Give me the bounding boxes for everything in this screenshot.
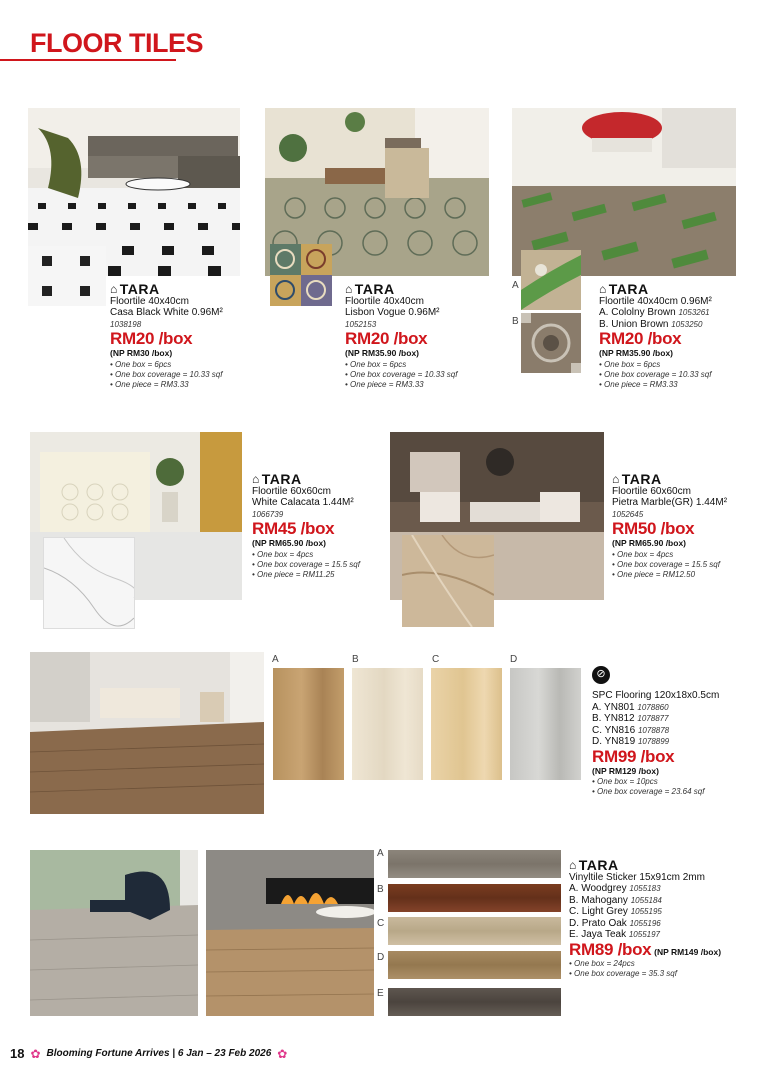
tara-logo: ⌂ TARA	[599, 281, 649, 297]
product-name: Floortile 60x60cm	[252, 485, 331, 497]
bullet: • One piece = RM12.50	[612, 569, 696, 579]
tara-logo: ⌂ TARA	[110, 281, 160, 297]
product-variant: B. Union Brown 1053250	[599, 318, 703, 330]
house-icon: ⌂	[110, 282, 118, 296]
product-calacata-info	[252, 471, 382, 580]
product-price: RM20 /box	[345, 329, 428, 348]
product-sku: 1038198	[110, 319, 142, 329]
vinyl-lounge-photo	[30, 850, 198, 1016]
product-price: RM50 /box	[612, 519, 695, 538]
product-variant: D. Prato Oak 1055196	[569, 917, 661, 929]
product-name: Floortile 40x40cm	[110, 295, 189, 307]
spc-yn816-swatch	[431, 668, 502, 780]
product-lisbon-info	[345, 281, 495, 390]
product-variant: B. Mahogany 1055184	[569, 894, 662, 906]
product-sku: 1052645	[612, 509, 644, 519]
bullet: • One box coverage = 10.33 sqf	[599, 369, 712, 379]
house-icon: ⌂	[345, 282, 353, 296]
bullet: • One box coverage = 35.3 sqf	[569, 968, 677, 978]
bullet: • One box = 4pcs	[612, 549, 674, 559]
product-pietra-info	[612, 471, 752, 580]
bullet: • One box coverage = 15.5 sqf	[252, 559, 360, 569]
house-icon: ⌂	[252, 472, 260, 486]
bullet: • One box = 24pcs	[569, 958, 635, 968]
product-name: SPC Flooring 120x18x0.5cm	[592, 690, 720, 701]
swatch-letter: C	[432, 654, 440, 665]
spc-yn801-swatch	[273, 668, 344, 780]
lisbon-tile-sample	[270, 244, 332, 306]
house-icon: ⌂	[599, 282, 607, 296]
vinyl-mahogany-swatch	[388, 884, 561, 912]
vinyl-woodgrey-swatch	[388, 850, 561, 878]
bullet: • One box = 10pcs	[592, 777, 658, 786]
swatch-letter: A	[377, 848, 384, 859]
product-variant: Lisbon Vogue 0.96M²	[345, 307, 440, 318]
product-brown-info	[599, 281, 749, 390]
bullet: • One piece = RM11.25	[252, 569, 335, 579]
union-brown-swatch	[521, 313, 581, 373]
tara-logo: ⌂ TARA	[345, 281, 395, 297]
product-name: Floortile 60x60cm	[612, 485, 691, 497]
house-icon: ⌂	[569, 858, 577, 872]
flower-icon: ✿	[277, 1046, 288, 1061]
spc-room-photo	[30, 652, 264, 814]
footer-text: Blooming Fortune Arrives | 6 Jan – 23 Feb 2026	[46, 1048, 272, 1059]
footer	[10, 1046, 287, 1061]
spc-yn812-swatch	[352, 668, 423, 780]
cololny-brown-swatch	[521, 250, 581, 310]
product-variant: White Calacata 1.44M²	[252, 497, 354, 508]
calacata-tile-sample	[43, 537, 135, 629]
product-variant: A. YN801 1078860	[592, 701, 669, 713]
bullet: • One box coverage = 15.5 sqf	[612, 559, 720, 569]
swatch-letter: D	[510, 654, 518, 665]
product-variant: C. YN816 1078878	[592, 724, 670, 736]
product-variant: D. YN819 1078899	[592, 736, 670, 747]
bullet: • One piece = RM3.33	[110, 379, 189, 389]
product-variant: A. Cololny Brown 1053261	[599, 307, 710, 318]
product-price: RM45 /box	[252, 519, 335, 538]
normal-price: (NP RM149 /box)	[654, 946, 722, 957]
vinyl-fireplace-photo	[206, 850, 374, 1016]
tara-logo: ⌂ TARA	[252, 471, 302, 487]
bullet: • One box coverage = 10.33 sqf	[345, 369, 458, 379]
product-variant: Pietra Marble(GR) 1.44M²	[612, 497, 728, 508]
bullet: • One piece = RM3.33	[345, 379, 424, 389]
product-price: RM20 /box	[110, 329, 193, 348]
swatch-letter: D	[377, 952, 385, 963]
swatch-letter: B	[512, 316, 519, 327]
normal-price: (NP RM65.90 /box)	[612, 538, 687, 548]
product-variant: Casa Black White 0.96M²	[110, 307, 223, 318]
page-title: FLOOR TILES	[30, 28, 203, 58]
product-sku: 1052153	[345, 319, 377, 329]
product-price: RM20 /box	[599, 329, 682, 348]
vinyl-prato-oak-swatch	[388, 951, 561, 979]
swatch-letter: C	[377, 918, 385, 929]
swatch-letter: B	[377, 884, 384, 895]
pietra-tile-sample	[402, 535, 494, 627]
page-number: 18	[10, 1046, 25, 1061]
swatch-letter: A	[272, 654, 279, 665]
product-variant: E. Jaya Teak 1055197	[569, 929, 661, 940]
tara-logo: ⌂ TARA	[612, 471, 662, 487]
spc-yn819-swatch	[510, 668, 581, 780]
bullet: • One box = 6pcs	[110, 359, 172, 369]
product-vinyl-info	[569, 857, 759, 979]
product-variant: A. Woodgrey 1055183	[569, 883, 661, 894]
product-sku: 1066739	[252, 509, 284, 519]
bullet: • One box coverage = 10.33 sqf	[110, 369, 223, 379]
product-variant: B. YN812 1078877	[592, 713, 669, 724]
casa-tile-sample	[28, 246, 106, 306]
bullet: • One box coverage = 23.64 sqf	[592, 787, 705, 796]
swatch-letter: E	[377, 988, 384, 999]
bullet: • One box = 6pcs	[345, 359, 407, 369]
spc-brand-icon: ⊘	[592, 666, 610, 684]
bullet: • One box = 4pcs	[252, 549, 314, 559]
normal-price: (NP RM129 /box)	[592, 765, 659, 776]
product-price: RM89 /box	[569, 939, 652, 959]
flower-icon: ✿	[30, 1046, 41, 1061]
vinyl-jaya-teak-swatch	[388, 988, 561, 1016]
vinyl-light-grey-swatch	[388, 917, 561, 945]
product-price: RM99 /box	[592, 746, 675, 766]
house-icon: ⌂	[612, 472, 620, 486]
normal-price: (NP RM65.90 /box)	[252, 538, 327, 548]
bullet: • One box = 6pcs	[599, 359, 661, 369]
product-spc-info	[592, 666, 752, 797]
product-name: Vinyltile Sticker 15x91cm 2mm	[569, 871, 705, 883]
swatch-letter: A	[512, 280, 519, 291]
bullet: • One piece = RM3.33	[599, 379, 678, 389]
normal-price: (NP RM35.90 /box)	[345, 348, 420, 358]
title-underline	[0, 59, 176, 61]
product-variant: C. Light Grey 1055195	[569, 906, 662, 917]
swatch-letter: B	[352, 654, 359, 665]
product-name: Floortile 40x40cm	[345, 295, 424, 307]
product-casa-info	[110, 281, 260, 390]
product-name: Floortile 40x40cm 0.96M²	[599, 295, 712, 307]
tara-logo: ⌂ TARA	[569, 857, 619, 873]
normal-price: (NP RM35.90 /box)	[599, 348, 674, 358]
normal-price: (NP RM30 /box)	[110, 348, 173, 358]
